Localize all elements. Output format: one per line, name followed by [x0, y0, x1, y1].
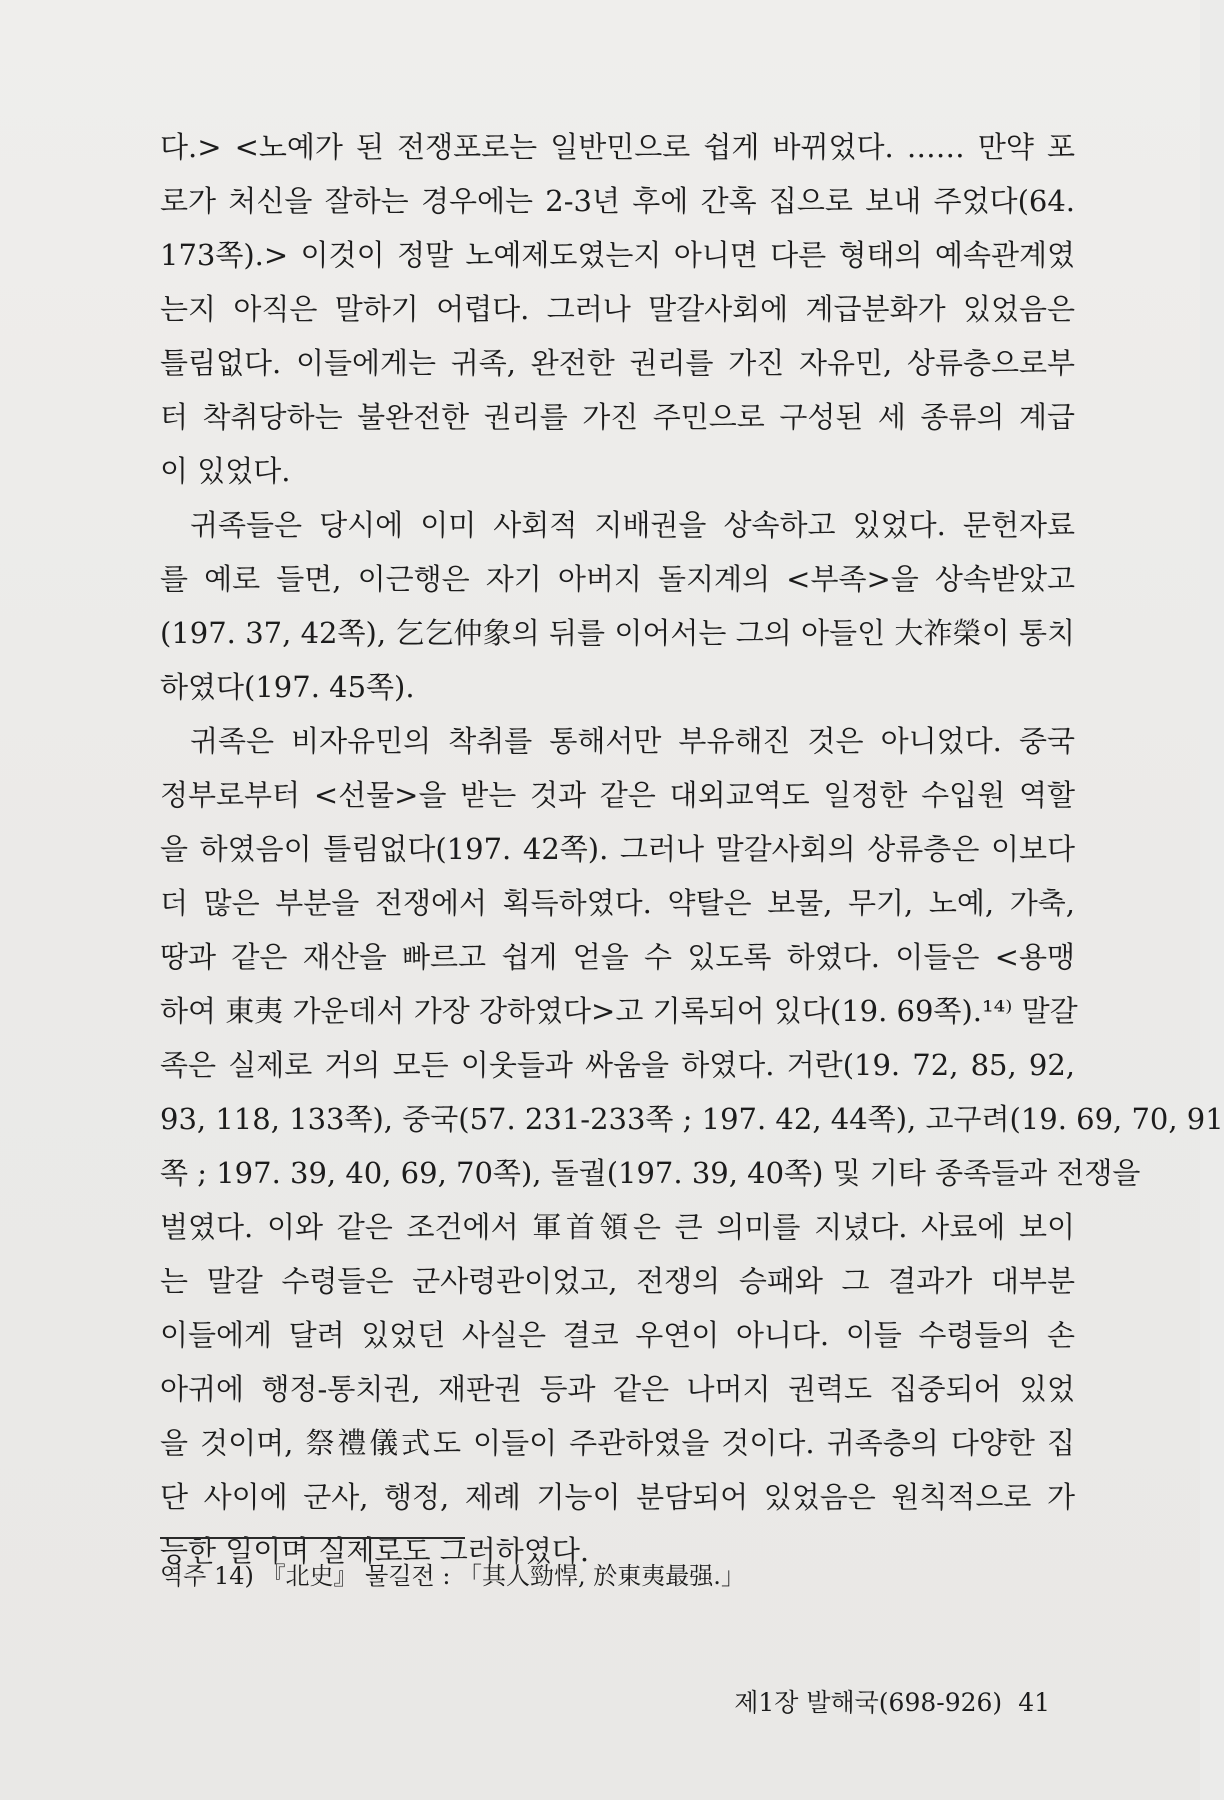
text-line: 로가 처신을 잘하는 경우에는 2-3년 후에 간혹 집으로 보내 주었다(64. [160, 184, 1075, 218]
text-line: 을 하였음이 틀림없다(197. 42쪽). 그러나 말갈사회의 상류층은 이보다 [160, 832, 1075, 866]
text-line: 족은 실제로 거의 모든 이웃들과 싸움을 하였다. 거란(19. 72, 85, 92, [160, 1048, 1075, 1082]
text-line: 는 말갈 수령들은 군사령관이었고, 전쟁의 승패와 그 결과가 대부분 [160, 1264, 1075, 1298]
text-line: 능한 일이며 실제로도 그러하였다. [160, 1534, 590, 1568]
text-line: 다.> <노예가 된 전쟁포로는 일반민으로 쉽게 바뀌었다. …… 만약 포 [160, 130, 1075, 164]
text-line: 더 많은 부분을 전쟁에서 획득하였다. 약탈은 보물, 무기, 노예, 가축, [160, 886, 1075, 920]
text-line: 땅과 같은 재산을 빠르고 쉽게 얻을 수 있도록 하였다. 이들은 <용맹 [160, 940, 1075, 974]
text-line: 하여 東夷 가운데서 가장 강하였다>고 기록되어 있다(19. 69쪽).¹⁴⁾ 말갈 [160, 994, 1078, 1028]
text-line: 귀족들은 당시에 이미 사회적 지배권을 상속하고 있었다. 문헌자료 [190, 508, 1075, 542]
text-line: 를 예로 들면, 이근행은 자기 아버지 돌지계의 <부족>을 상속받았고 [160, 562, 1075, 596]
paragraph-2 [160, 498, 1075, 714]
text-line: (197. 37, 42쪽), 乞乞仲象의 뒤를 이어서는 그의 아들인 大祚榮이 통치 [160, 616, 1075, 650]
text-line: 정부로부터 <선물>을 받는 것과 같은 대외교역도 일정한 수입원 역할 [160, 778, 1075, 812]
text-line: 93, 118, 133쪽), 중국(57. 231-233쪽 ; 197. 42, 44쪽), 고구려(19. 69, 70, 91 [160, 1102, 1224, 1136]
text-line: 이들에게 달려 있었던 사실은 결코 우연이 아니다. 이들 수령들의 손 [160, 1318, 1075, 1352]
text-line: 173쪽).> 이것이 정말 노예제도였는지 아니면 다른 형태의 예속관계였 [160, 238, 1075, 272]
text-line: 틀림없다. 이들에게는 귀족, 완전한 권리를 가진 자유민, 상류층으로부 [160, 346, 1075, 380]
text-line: 하였다(197. 45쪽). [160, 670, 415, 704]
text-line: 는지 아직은 말하기 어렵다. 그러나 말갈사회에 계급분화가 있었음은 [160, 292, 1075, 326]
text-line: 터 착취당하는 불완전한 권리를 가진 주민으로 구성된 세 종류의 계급 [160, 400, 1075, 434]
paragraph-3 [160, 714, 1224, 1578]
text-line: 아귀에 행정-통치권, 재판권 등과 같은 나머지 권력도 집중되어 있었 [160, 1372, 1075, 1406]
text-line: 이 있었다. [160, 454, 291, 488]
body-text [160, 120, 1224, 1578]
text-line: 쪽 ; 197. 39, 40, 69, 70쪽), 돌궐(197. 39, 40쪽) 및 기타 종족들과 전쟁을 [160, 1156, 1141, 1190]
text-line: 단 사이에 군사, 행정, 제례 기능이 분담되어 있었음은 원칙적으로 가 [160, 1480, 1075, 1514]
running-footer [734, 1683, 1050, 1723]
footnote-divider [160, 1537, 465, 1539]
text-line: 벌였다. 이와 같은 조건에서 軍首領은 큰 의미를 지녔다. 사료에 보이 [160, 1210, 1075, 1244]
page-number: 41 [1018, 1688, 1050, 1717]
text-line: 귀족은 비자유민의 착취를 통해서만 부유해진 것은 아니었다. 중국 [190, 724, 1075, 758]
chapter-title: 제1장 발해국(698-926) [734, 1688, 1003, 1717]
footnote: 역주 14) 『北史』 물길전 : 「其人勁悍, 於東夷最强.」 [160, 1562, 745, 1590]
paragraph-1 [160, 120, 1075, 498]
text-line: 을 것이며, 祭禮儀式도 이들이 주관하였을 것이다. 귀족층의 다양한 집 [160, 1426, 1075, 1460]
